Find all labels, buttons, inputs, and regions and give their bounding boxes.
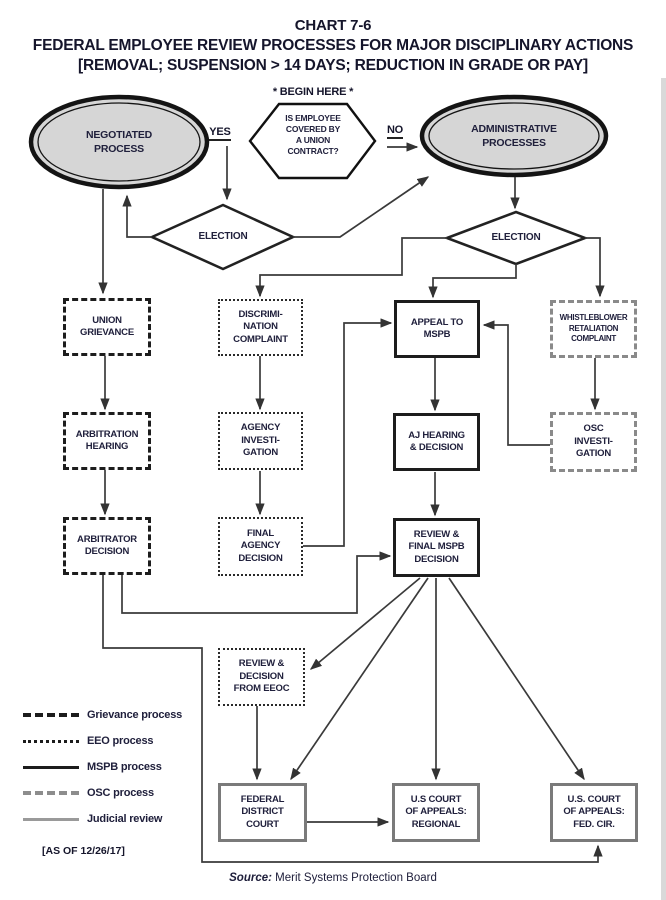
source-text: Merit Systems Protection Board xyxy=(271,872,437,884)
node-arbitrator-decision: ARBITRATOR DECISION xyxy=(63,517,151,575)
node-arbitration-hearing: ARBITRATION HEARING xyxy=(63,412,151,470)
conn-election-right-to-discrimination xyxy=(260,238,447,296)
no-label: NO xyxy=(378,124,412,136)
conn-election-right-to-appeal-mspb xyxy=(433,264,516,297)
node-aj-hearing-decision: AJ HEARING & DECISION xyxy=(393,413,480,471)
node-osc-investigation: OSC INVESTI- GATION xyxy=(550,412,637,472)
node-us-court-appeals-fedcir: U.S. COURT OF APPEALS: FED. CIR. xyxy=(550,783,638,842)
conn-review-mspb-to-eeoc xyxy=(311,578,420,669)
conn-review-mspb-to-fedcir xyxy=(449,578,584,779)
node-us-court-appeals-regional: U.S COURT OF APPEALS: REGIONAL xyxy=(392,783,480,842)
chart-subtitle: [REMOVAL; SUSPENSION > 14 DAYS; REDUCTION IN GRADE OR PAY] xyxy=(78,57,588,75)
source-label: Source: xyxy=(229,872,272,884)
legend-item-osc: OSC process xyxy=(23,780,193,806)
node-final-agency-decision: FINAL AGENCY DECISION xyxy=(218,517,303,576)
conn-election-left-to-negotiated xyxy=(127,196,152,237)
node-discrimination-complaint: DISCRIMI- NATION COMPLAINT xyxy=(218,299,303,356)
node-federal-district-court: FEDERAL DISTRICT COURT xyxy=(218,783,307,842)
node-appeal-to-mspb: APPEAL TO MSPB xyxy=(394,300,480,358)
node-whistleblower-retaliation-complaint: WHISTLEBLOWER RETALIATION COMPLAINT xyxy=(550,300,637,358)
node-review-final-mspb-decision: REVIEW & FINAL MSPB DECISION xyxy=(393,518,480,577)
dotted-black-line-sample xyxy=(23,740,79,743)
conn-review-mspb-to-district-court xyxy=(291,578,428,779)
source-line xyxy=(0,872,666,884)
solid-gray-line-sample xyxy=(23,818,79,821)
begin-here-label: * BEGIN HERE * xyxy=(272,86,354,98)
conn-election-left-to-administrative xyxy=(293,177,428,237)
conn-osc-to-appeal-mspb xyxy=(484,325,550,445)
legend-item-mspb: MSPB process xyxy=(23,754,193,780)
dashed-gray-line-sample xyxy=(23,791,79,795)
chart-title: FEDERAL EMPLOYEE REVIEW PROCESSES FOR MAJOR DISCIPLINARY ACTIONS xyxy=(32,36,634,54)
solid-black-line-sample xyxy=(23,766,79,769)
node-union-grievance: UNION GRIEVANCE xyxy=(63,298,151,356)
legend-item-judicial: Judicial review xyxy=(23,806,193,832)
conn-election-right-to-whistleblower xyxy=(585,238,600,296)
administrative-processes-label: ADMINISTRATIVE PROCESSES xyxy=(471,123,557,150)
yes-label: YES xyxy=(200,126,240,138)
election-right-label: ELECTION xyxy=(491,232,541,243)
conn-final-agency-to-appeal-mspb xyxy=(303,323,391,546)
negotiated-process-label: NEGOTIATED PROCESS xyxy=(85,129,153,156)
legend xyxy=(23,702,193,832)
chart-number: CHART 7-6 xyxy=(294,17,372,34)
election-left-label: ELECTION xyxy=(198,231,248,242)
node-review-decision-eeoc: REVIEW & DECISION FROM EEOC xyxy=(218,648,305,706)
dashed-black-line-sample xyxy=(23,713,79,717)
as-of-date: [AS OF 12/26/17] xyxy=(42,845,125,857)
legend-item-grievance: Grievance process xyxy=(23,702,193,728)
legend-item-eeo: EEO process xyxy=(23,728,193,754)
union-contract-question: IS EMPLOYEE COVERED BY A UNION CONTRACT? xyxy=(285,113,341,157)
node-agency-investigation: AGENCY INVESTI- GATION xyxy=(218,412,303,470)
